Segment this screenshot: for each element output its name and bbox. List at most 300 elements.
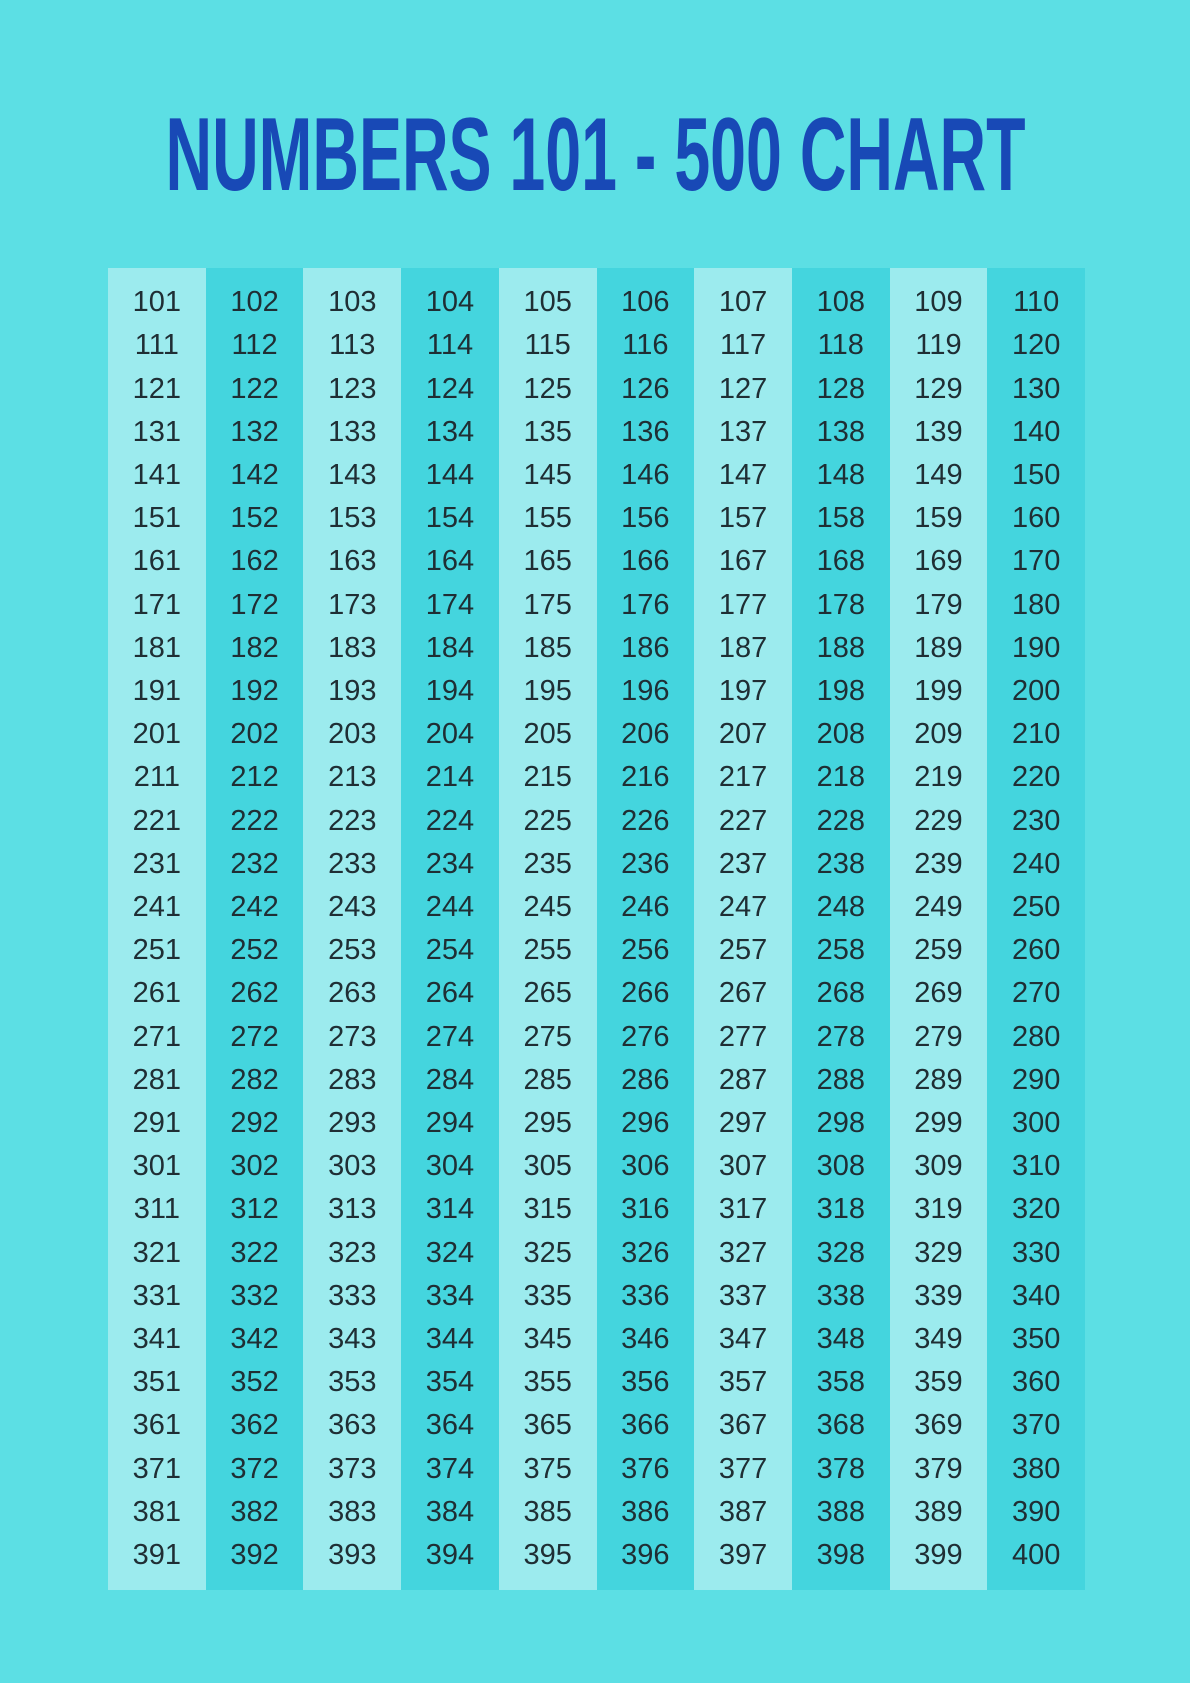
number-cell: 266 bbox=[621, 977, 670, 1010]
number-cell: 281 bbox=[132, 1063, 182, 1096]
number-cell: 251 bbox=[132, 934, 182, 967]
number-cell: 112 bbox=[231, 329, 278, 362]
number-cell: 341 bbox=[132, 1322, 182, 1355]
number-cell: 138 bbox=[816, 415, 865, 448]
number-cell: 187 bbox=[718, 631, 768, 664]
number-cell: 284 bbox=[425, 1063, 475, 1096]
number-cell: 391 bbox=[132, 1538, 182, 1571]
number-cell: 389 bbox=[914, 1495, 963, 1528]
number-cell: 257 bbox=[718, 934, 768, 967]
number-cell: 387 bbox=[718, 1495, 768, 1528]
number-cell: 209 bbox=[914, 718, 963, 751]
number-cell: 254 bbox=[425, 934, 475, 967]
number-cell: 145 bbox=[523, 458, 572, 491]
number-cell: 204 bbox=[425, 718, 475, 751]
number-cell: 297 bbox=[718, 1106, 768, 1139]
number-cell: 335 bbox=[523, 1279, 572, 1312]
number-cell: 358 bbox=[816, 1366, 865, 1399]
number-cell: 174 bbox=[425, 588, 475, 621]
number-cell: 198 bbox=[816, 674, 865, 707]
number-cell: 366 bbox=[621, 1409, 670, 1442]
number-cell: 249 bbox=[914, 890, 963, 923]
number-cell: 242 bbox=[230, 890, 279, 923]
number-cell: 298 bbox=[816, 1106, 865, 1139]
number-cell: 105 bbox=[523, 286, 572, 319]
number-cell: 359 bbox=[914, 1366, 963, 1399]
number-cell: 332 bbox=[230, 1279, 279, 1312]
number-cell: 206 bbox=[621, 718, 670, 751]
number-cell: 228 bbox=[816, 804, 865, 837]
number-cell: 296 bbox=[621, 1106, 670, 1139]
number-cell: 159 bbox=[914, 502, 963, 535]
number-cell: 236 bbox=[621, 847, 670, 880]
number-cell: 338 bbox=[816, 1279, 865, 1312]
number-cell: 356 bbox=[621, 1366, 670, 1399]
number-cell: 325 bbox=[523, 1236, 572, 1269]
number-cell: 323 bbox=[328, 1236, 377, 1269]
number-cell: 265 bbox=[523, 977, 572, 1010]
number-cell: 252 bbox=[230, 934, 279, 967]
number-cell: 144 bbox=[425, 458, 475, 491]
number-cell: 128 bbox=[816, 372, 865, 405]
number-cell: 273 bbox=[328, 1020, 377, 1053]
number-cell: 234 bbox=[425, 847, 475, 880]
title-band bbox=[0, 97, 1190, 213]
number-cell: 240 bbox=[1011, 847, 1061, 880]
number-cell: 365 bbox=[523, 1409, 572, 1442]
number-cell: 114 bbox=[426, 329, 474, 362]
number-cell: 304 bbox=[425, 1150, 475, 1183]
number-cell: 104 bbox=[425, 286, 475, 319]
number-cell: 237 bbox=[718, 847, 768, 880]
number-cell: 160 bbox=[1011, 502, 1061, 535]
number-cell: 218 bbox=[816, 761, 865, 794]
number-cell: 353 bbox=[328, 1366, 377, 1399]
number-cell: 164 bbox=[425, 545, 475, 578]
number-cell: 310 bbox=[1011, 1150, 1061, 1183]
number-cell: 180 bbox=[1011, 588, 1061, 621]
number-cell: 381 bbox=[132, 1495, 182, 1528]
number-cell: 301 bbox=[132, 1150, 182, 1183]
number-cell: 143 bbox=[328, 458, 377, 491]
number-cell: 169 bbox=[914, 545, 963, 578]
number-cell: 315 bbox=[523, 1193, 572, 1226]
number-cell: 233 bbox=[328, 847, 377, 880]
number-column bbox=[792, 268, 890, 1590]
number-cell: 216 bbox=[621, 761, 670, 794]
number-cell: 201 bbox=[132, 718, 182, 751]
number-cell: 211 bbox=[133, 761, 180, 794]
number-cell: 280 bbox=[1011, 1020, 1061, 1053]
number-cell: 146 bbox=[621, 458, 670, 491]
number-cell: 101 bbox=[132, 286, 182, 319]
number-cell: 224 bbox=[425, 804, 475, 837]
number-cell: 109 bbox=[914, 286, 963, 319]
number-cell: 392 bbox=[230, 1538, 279, 1571]
number-column bbox=[987, 268, 1085, 1590]
number-cell: 261 bbox=[132, 977, 182, 1010]
number-cell: 229 bbox=[914, 804, 963, 837]
number-cell: 148 bbox=[816, 458, 865, 491]
number-cell: 158 bbox=[816, 502, 865, 535]
number-cell: 274 bbox=[425, 1020, 475, 1053]
number-cell: 102 bbox=[230, 286, 279, 319]
number-cell: 291 bbox=[132, 1106, 182, 1139]
number-cell: 271 bbox=[132, 1020, 182, 1053]
number-cell: 189 bbox=[914, 631, 963, 664]
number-cell: 295 bbox=[523, 1106, 572, 1139]
number-cell: 175 bbox=[523, 588, 572, 621]
number-cell: 272 bbox=[230, 1020, 279, 1053]
page-title: NUMBERS 101 - 500 CHART bbox=[165, 97, 1025, 213]
number-cell: 275 bbox=[523, 1020, 572, 1053]
number-cell: 151 bbox=[132, 502, 182, 535]
number-cell: 285 bbox=[523, 1063, 572, 1096]
number-cell: 185 bbox=[523, 631, 572, 664]
number-cell: 248 bbox=[816, 890, 865, 923]
number-cell: 340 bbox=[1011, 1279, 1061, 1312]
number-cell: 223 bbox=[328, 804, 377, 837]
number-cell: 245 bbox=[523, 890, 572, 923]
number-cell: 327 bbox=[718, 1236, 768, 1269]
number-cell: 197 bbox=[718, 674, 768, 707]
number-cell: 290 bbox=[1011, 1063, 1061, 1096]
number-cell: 103 bbox=[328, 286, 377, 319]
number-cell: 302 bbox=[230, 1150, 279, 1183]
number-cell: 309 bbox=[914, 1150, 963, 1183]
number-cell: 208 bbox=[816, 718, 865, 751]
number-cell: 347 bbox=[718, 1322, 768, 1355]
number-cell: 111 bbox=[134, 329, 179, 362]
number-cell: 282 bbox=[230, 1063, 279, 1096]
number-cell: 126 bbox=[621, 372, 670, 405]
number-cell: 219 bbox=[914, 761, 963, 794]
number-cell: 165 bbox=[523, 545, 572, 578]
number-cell: 348 bbox=[816, 1322, 865, 1355]
number-cell: 311 bbox=[133, 1193, 180, 1226]
number-cell: 221 bbox=[132, 804, 182, 837]
number-cell: 238 bbox=[816, 847, 865, 880]
number-cell: 351 bbox=[132, 1366, 182, 1399]
number-cell: 372 bbox=[230, 1452, 279, 1485]
number-cell: 258 bbox=[816, 934, 865, 967]
number-cell: 328 bbox=[816, 1236, 865, 1269]
number-cell: 276 bbox=[621, 1020, 670, 1053]
number-cell: 395 bbox=[523, 1538, 572, 1571]
number-cell: 330 bbox=[1011, 1236, 1061, 1269]
number-cell: 168 bbox=[816, 545, 865, 578]
number-cell: 313 bbox=[328, 1193, 377, 1226]
number-cell: 179 bbox=[914, 588, 963, 621]
number-cell: 382 bbox=[230, 1495, 279, 1528]
number-cell: 393 bbox=[328, 1538, 377, 1571]
number-cell: 378 bbox=[816, 1452, 865, 1485]
number-cell: 155 bbox=[523, 502, 572, 535]
number-cell: 202 bbox=[230, 718, 279, 751]
number-cell: 182 bbox=[230, 631, 279, 664]
number-cell: 344 bbox=[425, 1322, 475, 1355]
number-cell: 374 bbox=[425, 1452, 475, 1485]
number-column bbox=[401, 268, 499, 1590]
number-cell: 373 bbox=[328, 1452, 377, 1485]
number-cell: 173 bbox=[328, 588, 377, 621]
number-cell: 123 bbox=[328, 372, 377, 405]
number-cell: 293 bbox=[328, 1106, 377, 1139]
number-cell: 368 bbox=[816, 1409, 865, 1442]
number-cell: 231 bbox=[132, 847, 182, 880]
number-cell: 316 bbox=[621, 1193, 670, 1226]
number-cell: 235 bbox=[523, 847, 572, 880]
number-cell: 256 bbox=[621, 934, 670, 967]
number-cell: 287 bbox=[718, 1063, 768, 1096]
number-cell: 210 bbox=[1011, 718, 1061, 751]
number-cell: 317 bbox=[718, 1193, 768, 1226]
number-cell: 166 bbox=[621, 545, 670, 578]
number-cell: 244 bbox=[425, 890, 475, 923]
number-cell: 121 bbox=[132, 372, 182, 405]
number-cell: 191 bbox=[132, 674, 182, 707]
number-cell: 397 bbox=[718, 1538, 768, 1571]
number-cell: 108 bbox=[816, 286, 865, 319]
number-cell: 260 bbox=[1011, 934, 1061, 967]
number-cell: 363 bbox=[328, 1409, 377, 1442]
number-cell: 390 bbox=[1011, 1495, 1061, 1528]
number-cell: 241 bbox=[132, 890, 182, 923]
number-cell: 269 bbox=[914, 977, 963, 1010]
number-cell: 264 bbox=[425, 977, 475, 1010]
number-cell: 294 bbox=[425, 1106, 475, 1139]
number-cell: 352 bbox=[230, 1366, 279, 1399]
number-cell: 214 bbox=[425, 761, 475, 794]
number-cell: 106 bbox=[621, 286, 670, 319]
number-cell: 300 bbox=[1011, 1106, 1061, 1139]
number-cell: 337 bbox=[718, 1279, 768, 1312]
number-cell: 383 bbox=[328, 1495, 377, 1528]
number-cell: 270 bbox=[1011, 977, 1061, 1010]
number-cell: 369 bbox=[914, 1409, 963, 1442]
number-cell: 196 bbox=[621, 674, 670, 707]
number-cell: 227 bbox=[718, 804, 768, 837]
number-cell: 307 bbox=[718, 1150, 768, 1183]
number-cell: 139 bbox=[914, 415, 963, 448]
number-cell: 277 bbox=[718, 1020, 768, 1053]
number-cell: 129 bbox=[914, 372, 963, 405]
number-cell: 239 bbox=[914, 847, 963, 880]
number-cell: 326 bbox=[621, 1236, 670, 1269]
number-cell: 398 bbox=[816, 1538, 865, 1571]
number-cell: 377 bbox=[718, 1452, 768, 1485]
number-cell: 137 bbox=[718, 415, 768, 448]
number-cell: 364 bbox=[425, 1409, 475, 1442]
number-cell: 336 bbox=[621, 1279, 670, 1312]
number-cell: 399 bbox=[914, 1538, 963, 1571]
number-cell: 150 bbox=[1011, 458, 1061, 491]
number-cell: 379 bbox=[914, 1452, 963, 1485]
number-column bbox=[303, 268, 401, 1590]
number-cell: 303 bbox=[328, 1150, 377, 1183]
number-cell: 375 bbox=[523, 1452, 572, 1485]
number-cell: 115 bbox=[524, 329, 571, 362]
number-cell: 246 bbox=[621, 890, 670, 923]
number-cell: 188 bbox=[816, 631, 865, 664]
number-cell: 342 bbox=[230, 1322, 279, 1355]
number-cell: 329 bbox=[914, 1236, 963, 1269]
number-cell: 125 bbox=[523, 372, 572, 405]
number-grid bbox=[108, 268, 1085, 1590]
number-cell: 400 bbox=[1011, 1538, 1061, 1571]
number-cell: 153 bbox=[328, 502, 377, 535]
number-cell: 147 bbox=[718, 458, 768, 491]
number-cell: 167 bbox=[718, 545, 768, 578]
number-cell: 357 bbox=[718, 1366, 768, 1399]
number-column bbox=[694, 268, 792, 1590]
number-cell: 324 bbox=[425, 1236, 475, 1269]
number-cell: 134 bbox=[425, 415, 475, 448]
number-cell: 319 bbox=[914, 1193, 963, 1226]
number-cell: 380 bbox=[1011, 1452, 1061, 1485]
number-cell: 278 bbox=[816, 1020, 865, 1053]
number-column bbox=[597, 268, 695, 1590]
number-cell: 225 bbox=[523, 804, 572, 837]
number-cell: 283 bbox=[328, 1063, 377, 1096]
number-cell: 354 bbox=[425, 1366, 475, 1399]
number-cell: 195 bbox=[523, 674, 572, 707]
number-cell: 268 bbox=[816, 977, 865, 1010]
number-cell: 192 bbox=[230, 674, 279, 707]
number-cell: 349 bbox=[914, 1322, 963, 1355]
number-cell: 345 bbox=[523, 1322, 572, 1355]
number-cell: 346 bbox=[621, 1322, 670, 1355]
number-cell: 156 bbox=[621, 502, 670, 535]
number-cell: 289 bbox=[914, 1063, 963, 1096]
number-cell: 367 bbox=[718, 1409, 768, 1442]
number-cell: 132 bbox=[230, 415, 279, 448]
number-cell: 118 bbox=[817, 329, 864, 362]
number-cell: 199 bbox=[914, 674, 963, 707]
number-cell: 243 bbox=[328, 890, 377, 923]
number-column bbox=[206, 268, 304, 1590]
number-cell: 215 bbox=[523, 761, 572, 794]
number-cell: 314 bbox=[425, 1193, 475, 1226]
number-cell: 267 bbox=[718, 977, 768, 1010]
number-cell: 176 bbox=[621, 588, 670, 621]
number-cell: 130 bbox=[1011, 372, 1061, 405]
number-cell: 141 bbox=[132, 458, 182, 491]
number-cell: 154 bbox=[425, 502, 475, 535]
number-cell: 190 bbox=[1011, 631, 1061, 664]
number-cell: 183 bbox=[328, 631, 377, 664]
number-cell: 232 bbox=[230, 847, 279, 880]
number-cell: 396 bbox=[621, 1538, 670, 1571]
number-cell: 305 bbox=[523, 1150, 572, 1183]
number-cell: 288 bbox=[816, 1063, 865, 1096]
number-cell: 360 bbox=[1011, 1366, 1061, 1399]
number-cell: 376 bbox=[621, 1452, 670, 1485]
number-cell: 136 bbox=[621, 415, 670, 448]
number-cell: 170 bbox=[1011, 545, 1061, 578]
number-cell: 322 bbox=[230, 1236, 279, 1269]
number-cell: 120 bbox=[1011, 329, 1061, 362]
number-cell: 217 bbox=[718, 761, 768, 794]
number-cell: 212 bbox=[230, 761, 279, 794]
number-cell: 149 bbox=[914, 458, 963, 491]
number-cell: 161 bbox=[132, 545, 182, 578]
number-cell: 292 bbox=[230, 1106, 279, 1139]
number-cell: 350 bbox=[1011, 1322, 1061, 1355]
number-column bbox=[499, 268, 597, 1590]
number-cell: 207 bbox=[718, 718, 768, 751]
number-cell: 203 bbox=[328, 718, 377, 751]
number-cell: 186 bbox=[621, 631, 670, 664]
number-cell: 343 bbox=[328, 1322, 377, 1355]
number-cell: 131 bbox=[132, 415, 182, 448]
number-cell: 355 bbox=[523, 1366, 572, 1399]
number-cell: 142 bbox=[230, 458, 279, 491]
number-cell: 194 bbox=[425, 674, 475, 707]
number-cell: 250 bbox=[1011, 890, 1061, 923]
number-cell: 140 bbox=[1011, 415, 1061, 448]
number-cell: 308 bbox=[816, 1150, 865, 1183]
number-cell: 162 bbox=[230, 545, 279, 578]
number-cell: 117 bbox=[719, 329, 767, 362]
number-cell: 306 bbox=[621, 1150, 670, 1183]
number-cell: 200 bbox=[1011, 674, 1061, 707]
number-cell: 255 bbox=[523, 934, 572, 967]
number-cell: 318 bbox=[816, 1193, 865, 1226]
number-cell: 259 bbox=[914, 934, 963, 967]
number-cell: 253 bbox=[328, 934, 377, 967]
number-cell: 135 bbox=[523, 415, 572, 448]
number-cell: 385 bbox=[523, 1495, 572, 1528]
number-cell: 116 bbox=[622, 329, 669, 362]
number-cell: 163 bbox=[328, 545, 377, 578]
number-cell: 133 bbox=[328, 415, 377, 448]
number-cell: 205 bbox=[523, 718, 572, 751]
number-cell: 230 bbox=[1011, 804, 1061, 837]
number-cell: 152 bbox=[230, 502, 279, 535]
number-cell: 222 bbox=[230, 804, 279, 837]
number-cell: 157 bbox=[718, 502, 768, 535]
number-cell: 193 bbox=[328, 674, 377, 707]
number-cell: 122 bbox=[230, 372, 279, 405]
number-cell: 220 bbox=[1011, 761, 1061, 794]
number-cell: 386 bbox=[621, 1495, 670, 1528]
number-cell: 263 bbox=[328, 977, 377, 1010]
number-column bbox=[108, 268, 206, 1590]
number-cell: 333 bbox=[328, 1279, 377, 1312]
number-cell: 371 bbox=[132, 1452, 182, 1485]
number-cell: 226 bbox=[621, 804, 670, 837]
number-cell: 247 bbox=[718, 890, 768, 923]
number-cell: 286 bbox=[621, 1063, 670, 1096]
number-cell: 181 bbox=[132, 631, 182, 664]
number-cell: 362 bbox=[230, 1409, 279, 1442]
number-cell: 299 bbox=[914, 1106, 963, 1139]
number-cell: 124 bbox=[425, 372, 475, 405]
number-cell: 339 bbox=[914, 1279, 963, 1312]
number-cell: 213 bbox=[328, 761, 377, 794]
number-cell: 110 bbox=[1013, 286, 1060, 319]
number-cell: 178 bbox=[816, 588, 865, 621]
number-cell: 127 bbox=[718, 372, 768, 405]
number-cell: 384 bbox=[425, 1495, 475, 1528]
number-cell: 394 bbox=[425, 1538, 475, 1571]
number-cell: 119 bbox=[915, 329, 962, 362]
number-cell: 171 bbox=[132, 588, 182, 621]
number-cell: 113 bbox=[329, 329, 376, 362]
number-cell: 107 bbox=[718, 286, 768, 319]
number-cell: 262 bbox=[230, 977, 279, 1010]
